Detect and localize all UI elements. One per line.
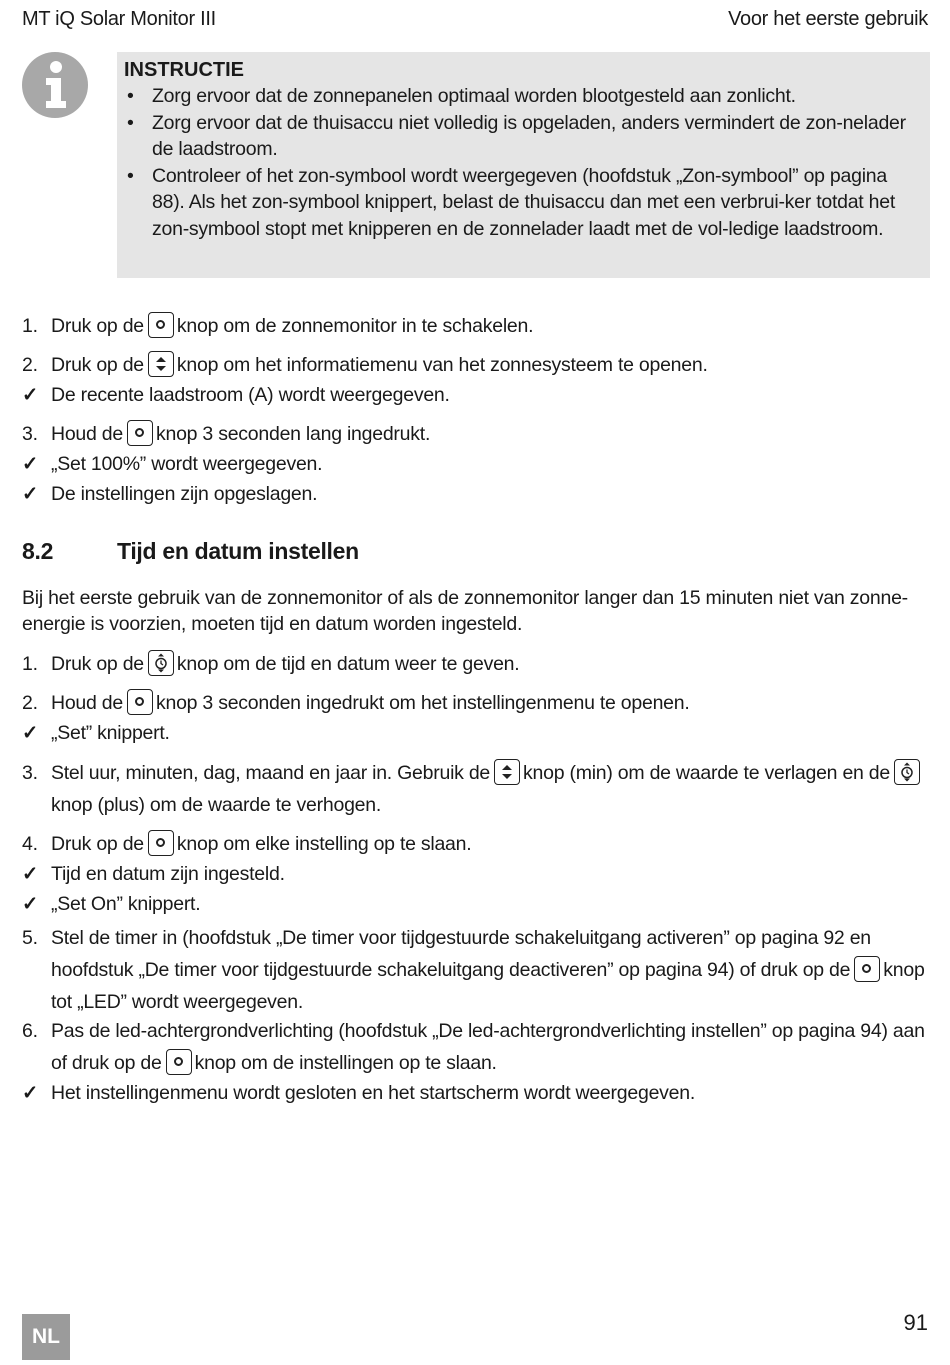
step-text: Druk op de	[51, 833, 144, 855]
check-mark-icon: ✓	[22, 384, 39, 406]
step-text: knop om het informatiemenu van het zonnesysteem te openen.	[176, 354, 708, 376]
result-a2	[22, 449, 932, 479]
check-mark-icon: ✓	[22, 483, 39, 505]
step-number: 5.	[22, 927, 38, 949]
section-number: 8.2	[22, 538, 54, 564]
note-list	[124, 83, 922, 242]
section-intro: Bij het eerste gebruik van de zonnemonitor of als de zonnemonitor langer dan 15 minuten niet van zonne-energie is voorzien, moeten tijd en datum worden ingesteld.	[22, 587, 908, 635]
check-mark-icon: ✓	[22, 722, 39, 744]
step-a3	[22, 418, 932, 450]
step-text: knop om elke instelling op te slaan.	[176, 833, 472, 855]
step-text: knop om de instellingen op te slaan.	[194, 1052, 497, 1074]
result-text: Het instellingenmenu wordt gesloten en het startscherm wordt weergegeven.	[51, 1082, 696, 1104]
step-b5	[22, 922, 932, 1018]
step-number: 1.	[22, 653, 38, 675]
result-text: De instellingen zijn opgeslagen.	[51, 483, 318, 505]
step-a2	[22, 349, 932, 381]
page-number: 91	[903, 1310, 928, 1335]
step-number: 1.	[22, 315, 38, 337]
step-text: Druk op de	[51, 315, 144, 337]
instruction-box	[117, 52, 930, 278]
ok-button-icon	[854, 956, 880, 982]
step-b4	[22, 828, 932, 860]
step-text: knop (min) om de waarde te verlagen en de	[523, 762, 890, 784]
note-item: • Zorg ervoor dat de zonnepanelen optimaal worden blootgesteld aan zonlicht.	[124, 83, 922, 110]
result-a3	[22, 479, 932, 509]
clock-button-icon	[148, 650, 174, 676]
step-text: Druk op de	[51, 653, 144, 675]
result-b2	[22, 859, 932, 889]
ok-button-icon	[127, 420, 153, 446]
check-mark-icon: ✓	[22, 863, 39, 885]
step-number: 3.	[22, 423, 38, 445]
result-b1	[22, 718, 932, 748]
check-mark-icon: ✓	[22, 453, 39, 475]
step-text: Houd de	[51, 692, 123, 714]
ok-button-icon	[148, 830, 174, 856]
info-icon	[21, 51, 89, 119]
step-text: knop 3 seconden lang ingedrukt.	[155, 423, 431, 445]
result-b4	[22, 1078, 932, 1108]
step-text: knop (plus) om de waarde te verhogen.	[51, 794, 382, 816]
result-b3	[22, 889, 932, 919]
step-b3	[22, 757, 932, 821]
result-text: „Set” knippert.	[51, 722, 170, 744]
note-item: • Zorg ervoor dat de thuisaccu niet volledig is opgeladen, anders vermindert de zon-nelader de laadstroom.	[124, 110, 922, 163]
result-text: „Set On” knippert.	[51, 893, 201, 915]
step-text: Stel de timer in (hoofdstuk „De timer voor tijdgestuurde schakeluitgang activeren” op pagina 92 en hoofdstuk „De timer voor tijdgestuurde schakeluitgang deactiveren” op pagina 94) of druk op de	[51, 927, 871, 981]
step-text: Houd de	[51, 423, 123, 445]
check-mark-icon: ✓	[22, 1082, 39, 1104]
product-title: MT iQ Solar Monitor III	[22, 8, 216, 30]
note-title: INSTRUCTIE	[124, 59, 244, 81]
ok-button-icon	[127, 689, 153, 715]
step-number: 2.	[22, 354, 38, 376]
step-b2	[22, 687, 932, 719]
note-item: • Controleer of het zon-symbool wordt weergegeven (hoofdstuk „Zon-symbool” op pagina 88). Als het zon-symbool knippert, belast de thuisaccu dan met een verbrui-ker totdat het zon-symbool stopt met knipperen en de zonnelader laadt met de vol-ledige laadstroom.	[124, 163, 922, 243]
chapter-title: Voor het eerste gebruik	[728, 8, 928, 30]
step-number: 6.	[22, 1020, 38, 1042]
step-text: Pas de led-achtergrondverlichting (hoofdstuk „De led-achtergrondverlichting instellen” op pagina 94) aan of druk op de	[51, 1020, 925, 1074]
up-down-button-icon	[148, 351, 174, 377]
step-text: knop om de tijd en datum weer te geven.	[176, 653, 520, 675]
clock-button-icon	[894, 759, 920, 785]
up-down-button-icon	[494, 759, 520, 785]
step-text: Stel uur, minuten, dag, maand en jaar in. Gebruik de	[51, 762, 491, 784]
language-badge: NL	[22, 1314, 70, 1360]
result-text: „Set 100%” wordt weergegeven.	[51, 453, 323, 475]
result-text: De recente laadstroom (A) wordt weergegeven.	[51, 384, 450, 406]
section-title: Tijd en datum instellen	[117, 538, 359, 564]
step-text: knop 3 seconden ingedrukt om het instellingenmenu te openen.	[155, 692, 690, 714]
step-number: 3.	[22, 762, 38, 784]
result-text: Tijd en datum zijn ingesteld.	[51, 863, 285, 885]
step-b6	[22, 1015, 932, 1079]
section-heading	[22, 538, 359, 565]
step-b1	[22, 648, 932, 680]
ok-button-icon	[148, 312, 174, 338]
step-number: 4.	[22, 833, 38, 855]
step-text: Druk op de	[51, 354, 144, 376]
result-a1	[22, 380, 932, 410]
step-text: knop tot „LED” wordt weergegeven.	[51, 959, 925, 1013]
step-text: knop om de zonnemonitor in te schakelen.	[176, 315, 534, 337]
step-number: 2.	[22, 692, 38, 714]
ok-button-icon	[166, 1049, 192, 1075]
step-a1	[22, 310, 932, 342]
check-mark-icon: ✓	[22, 893, 39, 915]
